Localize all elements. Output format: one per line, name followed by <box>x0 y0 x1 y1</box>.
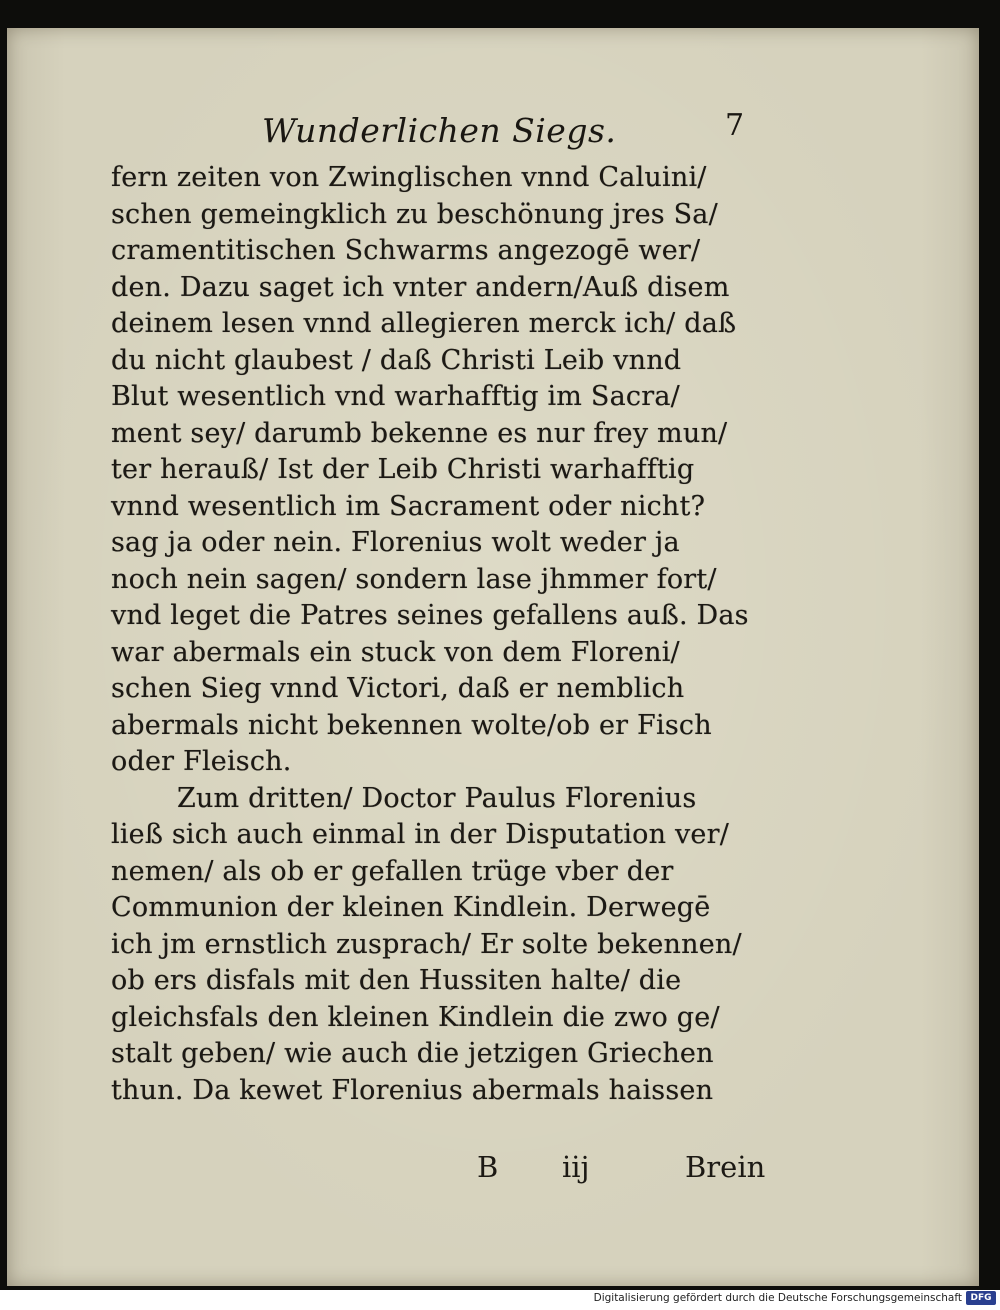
text-line: noch nein sagen/ sondern lase jhmmer fort/ <box>111 563 717 595</box>
text-line: du nicht glaubest / daß Christi Leib vnnd <box>111 344 682 376</box>
text-line: gleichsfals den kleinen Kindlein die zwo ge/ <box>111 1001 720 1033</box>
text-line: fern zeiten von Zwinglischen vnnd Caluini/ <box>111 162 707 193</box>
text-line: cramentitischen Schwarms angezogē wer/ <box>111 235 701 266</box>
signature-number: iij <box>562 1150 590 1184</box>
text-line: ließ sich auch einmal in der Disputation ver/ <box>111 819 730 850</box>
text-line: sag ja oder nein. Florenius wolt weder ja <box>111 527 680 558</box>
text-line: nemen/ als ob er gefallen trüge vber der <box>111 855 674 887</box>
funding-credit: Digitalisierung gefördert durch die Deutsche Forschungsgemeinschaft <box>593 1292 962 1304</box>
text-line: ment sey/ darumb bekenne es nur frey mun/ <box>111 417 728 449</box>
text-line: den. Dazu saget ich vnter andern/Auß disem <box>111 271 730 303</box>
text-line: abermals nicht bekennen wolte/ob er Fisch <box>111 709 712 741</box>
text-line: stalt geben/ wie auch die jetzigen Griechen <box>111 1038 714 1069</box>
text-line: ob ers disfals mit den Hussiten halte/ die <box>111 965 682 996</box>
text-line: ter herauß/ Ist der Leib Christi warhafftig <box>111 454 695 485</box>
paragraph-start-line: Zum dritten/ Doctor Paulus Florenius <box>177 782 697 814</box>
credit-bar <box>0 1290 1000 1310</box>
running-head: Wunderlichen Siegs. <box>262 111 617 150</box>
text-line: vnd leget die Patres seines gefallens auß. Das <box>111 600 749 631</box>
text-line: vnnd wesentlich im Sacrament oder nicht? <box>111 490 706 522</box>
text-line: Blut wesentlich vnd warhafftig im Sacra/ <box>111 381 680 412</box>
text-line: deinem lesen vnnd allegieren merck ich/ daß <box>111 308 737 339</box>
text-line: oder Fleisch. <box>111 746 292 777</box>
signature-mark: B <box>477 1150 499 1184</box>
folio-number: 7 <box>725 108 745 143</box>
text-line: schen gemeingklich zu beschönung jres Sa/ <box>111 198 718 230</box>
text-line: ich jm ernstlich zusprach/ Er solte bekennen/ <box>111 928 742 960</box>
catchword: Brein <box>685 1150 766 1184</box>
book-page <box>7 28 979 1286</box>
dfg-logo: DFG <box>966 1291 996 1305</box>
text-line: thun. Da kewet Florenius abermals haissen <box>111 1074 714 1106</box>
text-line: war abermals ein stuck von dem Floreni/ <box>111 636 680 668</box>
text-line: schen Sieg vnnd Victori, daß er nemblich <box>111 673 685 704</box>
text-line: Communion der kleinen Kindlein. Derwegē <box>111 892 711 923</box>
text-block <box>111 160 781 1109</box>
